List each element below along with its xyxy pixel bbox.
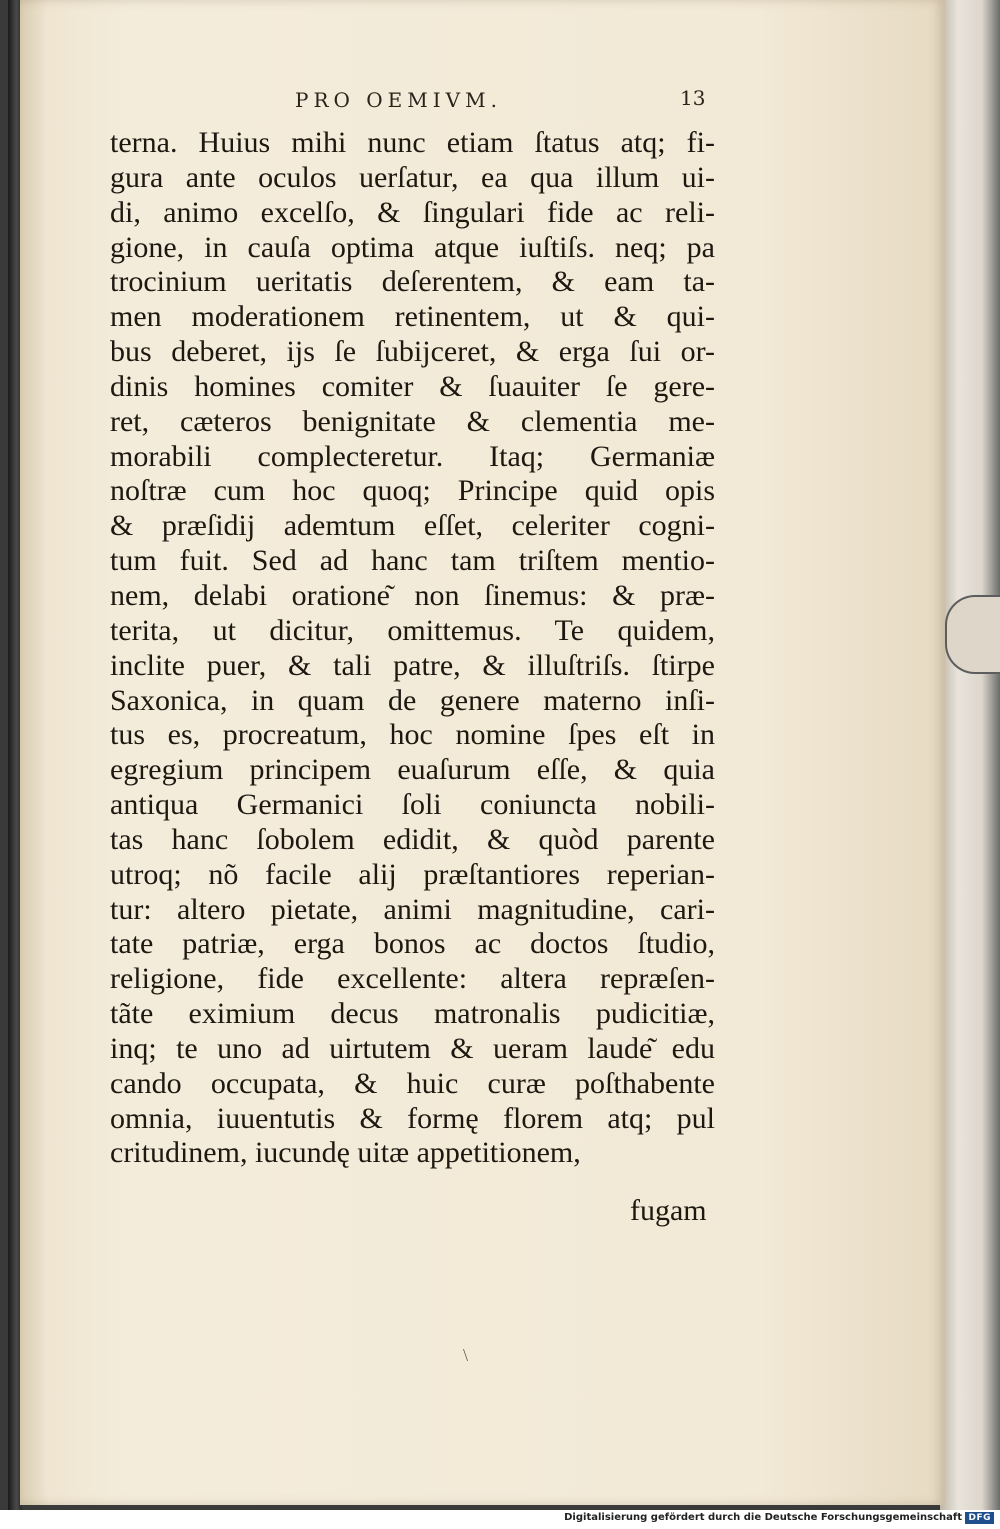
text-line: di, animo excelſo, & ſingulari fide ac reli-: [110, 195, 715, 229]
dfg-logo-icon: DFG: [965, 1512, 994, 1524]
text-line: critudinem, iucundę uitæ appetitionem,: [110, 1136, 581, 1170]
text-line: morabili complecteretur. Itaq; Germaniæ: [110, 439, 715, 473]
text-line: tas hanc ſobolem edidit, & quòd parente: [110, 822, 715, 856]
text-line: bus deberet, ijs ſe ſubijceret, & erga ſui or-: [110, 335, 715, 369]
text-line: Saxonica, in quam de genere materno inſi-: [110, 683, 715, 717]
text-line: ret, cæteros benignitate & clementia me-: [110, 404, 715, 438]
text-line: tur: altero pietate, animi magnitudine, cari-: [110, 892, 715, 926]
text-line: terita, ut dicitur, omittemus. Te quidem,: [110, 613, 715, 647]
page-fore-edge: [940, 0, 1000, 1510]
text-line: egregium principem euaſurum eſſe, & quia: [110, 753, 715, 787]
text-line: omnia, iuuentutis & formę florem atq; pul: [110, 1101, 715, 1135]
text-line: terna. Huius mihi nunc etiam ſtatus atq; fi-: [110, 126, 715, 159]
running-head: PRO OEMIVM.: [295, 88, 502, 112]
text-line: nem, delabi oratione͂ non ſinemus: & præ-: [110, 578, 715, 612]
text-line: tus es, procreatum, hoc nomine ſpes eſt in: [110, 718, 715, 752]
text-line: religione, fide excellente: altera repræſen-: [110, 962, 715, 996]
page-number: 13: [680, 86, 706, 110]
text-block: [110, 126, 715, 1171]
stray-mark: \: [463, 1345, 469, 1365]
text-line: tum fuit. Sed ad hanc tam triſtem mentio-: [110, 544, 715, 578]
text-line: gura ante oculos uerſatur, ea qua illum ui-: [110, 160, 715, 194]
text-line: men moderationem retinentem, ut & qui-: [110, 300, 715, 334]
page-clip: [945, 595, 1000, 674]
text-line: dinis homines comiter & ſuauiter ſe gere-: [110, 369, 715, 403]
text-line: tate patriæ, erga bonos ac doctos ſtudio,: [110, 927, 715, 961]
footer-credit: Digitalisierung gefördert durch die Deutsche Forschungsgemeinschaft: [564, 1512, 962, 1523]
text-line: inq; te uno ad uirtutem & ueram laude͂ edu: [110, 1031, 715, 1065]
text-line: gione, in cauſa optima atque iuſtiſs. neq; pa: [110, 230, 715, 264]
catchword: fugam: [630, 1194, 707, 1227]
text-line: antiqua Germanici ſoli coniuncta nobili-: [110, 788, 715, 822]
text-line: cando occupata, & huic curæ poſthabente: [110, 1066, 715, 1100]
text-line: noſtræ cum hoc quoq; Principe quid opis: [110, 474, 715, 508]
text-line: & præſidij ademtum eſſet, celeriter cogni-: [110, 509, 715, 543]
text-line: inclite puer, & tali patre, & illuſtriſs. ſtirpe: [110, 648, 715, 682]
text-line: utroq; nõ facile alij præſtantiores reperian-: [110, 857, 715, 891]
text-line: trocinium ueritatis deſerentem, & eam ta-: [110, 265, 715, 299]
text-line: tãte eximium decus matronalis pudicitiæ,: [110, 997, 715, 1031]
